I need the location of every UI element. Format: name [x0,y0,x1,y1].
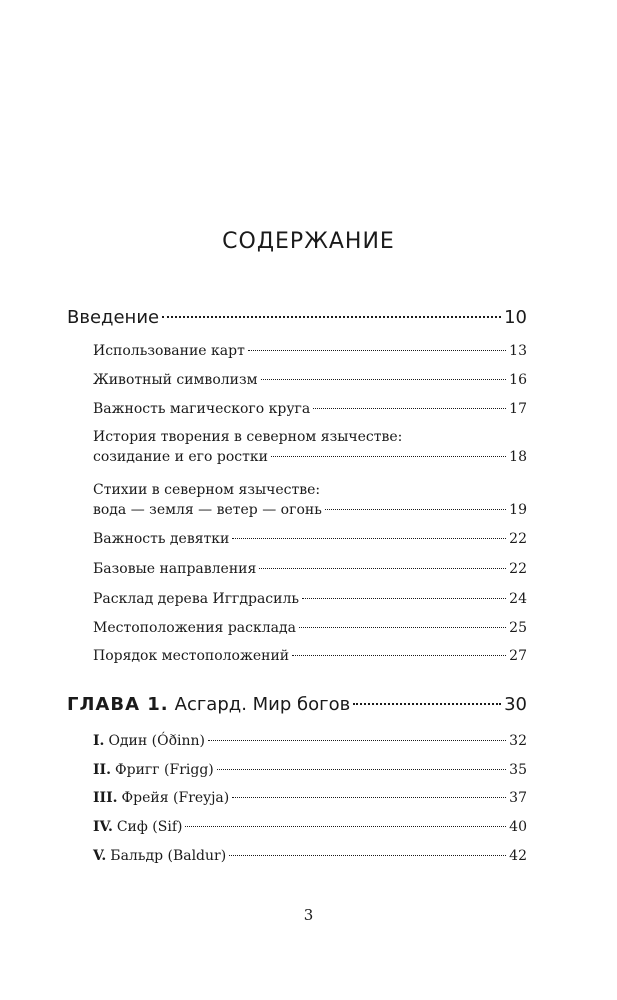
toc-page-number: 27 [509,648,527,664]
toc-entry[interactable] [93,762,527,778]
toc-page-number: 37 [509,790,527,806]
toc-entry[interactable] [93,531,527,547]
toc-page-number: 24 [509,591,527,607]
toc-page-number: 17 [509,401,527,417]
toc-entry[interactable] [93,819,527,835]
toc-entry-label: Важность девятки [93,531,230,547]
dot-leader [162,316,501,318]
toc-entry-chapter-1[interactable] [67,694,527,715]
toc-entry-label: Введение [67,307,160,328]
page-number: 3 [303,906,314,924]
toc-entry[interactable] [93,401,527,417]
toc-page-number: 18 [509,449,527,465]
toc-entry-label: Бальдр (Baldur) [110,848,227,864]
dot-leader [302,598,506,599]
toc-entry-line2 [93,449,527,465]
toc-page-number: 16 [509,372,527,388]
toc-page-number: 40 [509,819,527,835]
toc-page-number: 42 [509,848,527,864]
toc-page-number: 30 [504,694,527,715]
toc-page-number: 19 [509,502,527,518]
toc-entry-label: Животный символизм [93,372,258,388]
dot-leader [261,379,507,380]
toc-entry[interactable] [93,648,527,664]
toc-entry-label: Расклад дерева Иггдрасиль [93,591,299,607]
dot-leader [325,509,506,510]
toc-page-number: 22 [509,561,527,577]
dot-leader [217,769,506,770]
dot-leader [232,797,506,798]
toc-entry-label: Фрейя (Freyja) [121,790,230,806]
dot-leader [292,655,506,656]
toc-page-number: 13 [509,343,527,359]
toc-entry-label: вода — земля — ветер — огонь [93,502,322,518]
toc-entry-label: Использование карт [93,343,245,359]
toc-entry-label: Порядок местоположений [93,648,290,664]
roman-numeral: III. [93,790,118,806]
toc-entry[interactable] [93,591,527,607]
toc-entry-intro[interactable] [67,307,527,328]
dot-leader [299,627,506,628]
toc-entry-label: Важность магического круга [93,401,311,417]
toc-entry-label: Местоположения расклада [93,620,296,636]
toc-page-number: 32 [509,733,527,749]
toc-entry-label: Фригг (Frigg) [114,762,214,778]
toc-entry-label: Асгард. Мир богов [174,694,351,715]
roman-numeral: IV. [93,819,113,835]
toc-entry-label: Один (Óðinn) [108,733,205,749]
dot-leader [248,350,506,351]
toc-entry[interactable] [93,343,527,359]
toc-entry-label-line1: История творения в северном язычестве: [93,429,403,445]
toc-entry-label-line1: Стихии в северном язычестве: [93,482,321,498]
toc-page-number: 35 [509,762,527,778]
toc-entry-label: созидание и его ростки [93,449,268,465]
dot-leader [232,538,506,539]
dot-leader [271,456,506,457]
chapter-label: ГЛАВА 1. [67,694,169,715]
toc-entry[interactable] [93,790,527,806]
dot-leader [313,408,506,409]
roman-numeral: I. [93,733,105,749]
toc-entry[interactable] [93,733,527,749]
toc-page-number: 10 [504,307,527,328]
roman-numeral: II. [93,762,111,778]
roman-numeral: V. [93,848,107,864]
toc-entry[interactable] [93,372,527,388]
toc-entry-label: Базовые направления [93,561,257,577]
toc-entry[interactable] [93,429,527,465]
toc-entry-label: Сиф (Sif) [116,819,183,835]
toc-entry[interactable] [93,620,527,636]
toc-page-number: 22 [509,531,527,547]
dot-leader [185,826,506,827]
toc-entry[interactable] [93,482,527,518]
toc-entry-line2 [93,502,527,518]
dot-leader [353,703,501,705]
toc-page-number: 25 [509,620,527,636]
dot-leader [259,568,506,569]
dot-leader [208,740,506,741]
dot-leader [229,855,506,856]
toc-entry[interactable] [93,561,527,577]
toc-entry[interactable] [93,848,527,864]
page-title: СОДЕРЖАНИЕ [222,229,395,254]
